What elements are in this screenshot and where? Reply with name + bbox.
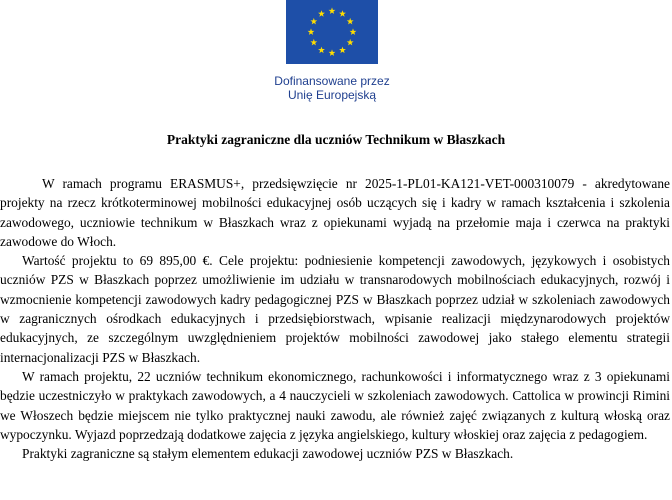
document-body <box>0 174 670 463</box>
funding-caption <box>272 74 392 102</box>
paragraph-participants: W ramach projektu, 22 uczniów technikum ekonomicznego, rachunkowości i informatycznego wraz z 3 opiekunami będzie uczestniczyło w praktykach zawodowych, a 4 nauczycieli w szkoleniach zawodowych. Cattolica w prowincji Rimini we Włoszech będzie miejscem nie tylko praktycznej nauki zawodu, ale również zajęć związanych z kulturą włoską oraz wypoczynku. Wyjazd poprzedzają dodatkowe zajęcia z języka angielskiego, kultury włoskiej oraz zajęcia z pedagogiem. <box>0 368 670 442</box>
document-title: Praktyki zagraniczne dla uczniów Technikum w Błaszkach <box>166 132 506 147</box>
funding-caption-line1: Dofinansowane przez <box>274 74 390 88</box>
paragraph-summary: Praktyki zagraniczne są stałym elementem edukacji zawodowej uczniów PZS w Błaszkach. <box>22 446 514 462</box>
eu-flag-icon <box>286 0 378 64</box>
paragraph-program: W ramach programu ERASMUS+, przedsięwzięcie nr 2025-1-PL01-KA121-VET-000310079 - akredytowane projekty na rzecz krótkoterminowej mobilności edukacyjnej osób uczących się i kadry w ramach kształcenia i szkolenia zawodowego, uczniowie technikum w Błaszkach wraz z opiekunami wyjadą na przełomie maja i czerwca na praktyki zawodowe do Włoch. <box>0 176 670 249</box>
paragraph-value-goals: Wartość projektu to 69 895,00 €. Cele projektu: podniesienie kompetencji zawodowych, językowych i osobistych uczniów PZS w Błaszkach poprzez umożliwienie im udziału w transnarodowych mobilnościach edukacyjnych, rozwój i wzmocnienie kompetencji zawodowych kadry pedagogicznej PZS w Błaszkach poprzez udział w szkoleniach zawodowych w zagranicznych ośrodkach edukacyjnych i przedsiębiorstwach, wpisanie realizacji międzynarodowych projektów edukacyjnych, ze szczególnym uwzględnieniem projektów mobilności zawodowej jako stałego elementu strategii internacjonalizacji PZS w Błaszkach. <box>0 253 670 365</box>
eu-funding-logo <box>272 0 392 102</box>
funding-caption-line2: Unię Europejską <box>287 88 377 102</box>
